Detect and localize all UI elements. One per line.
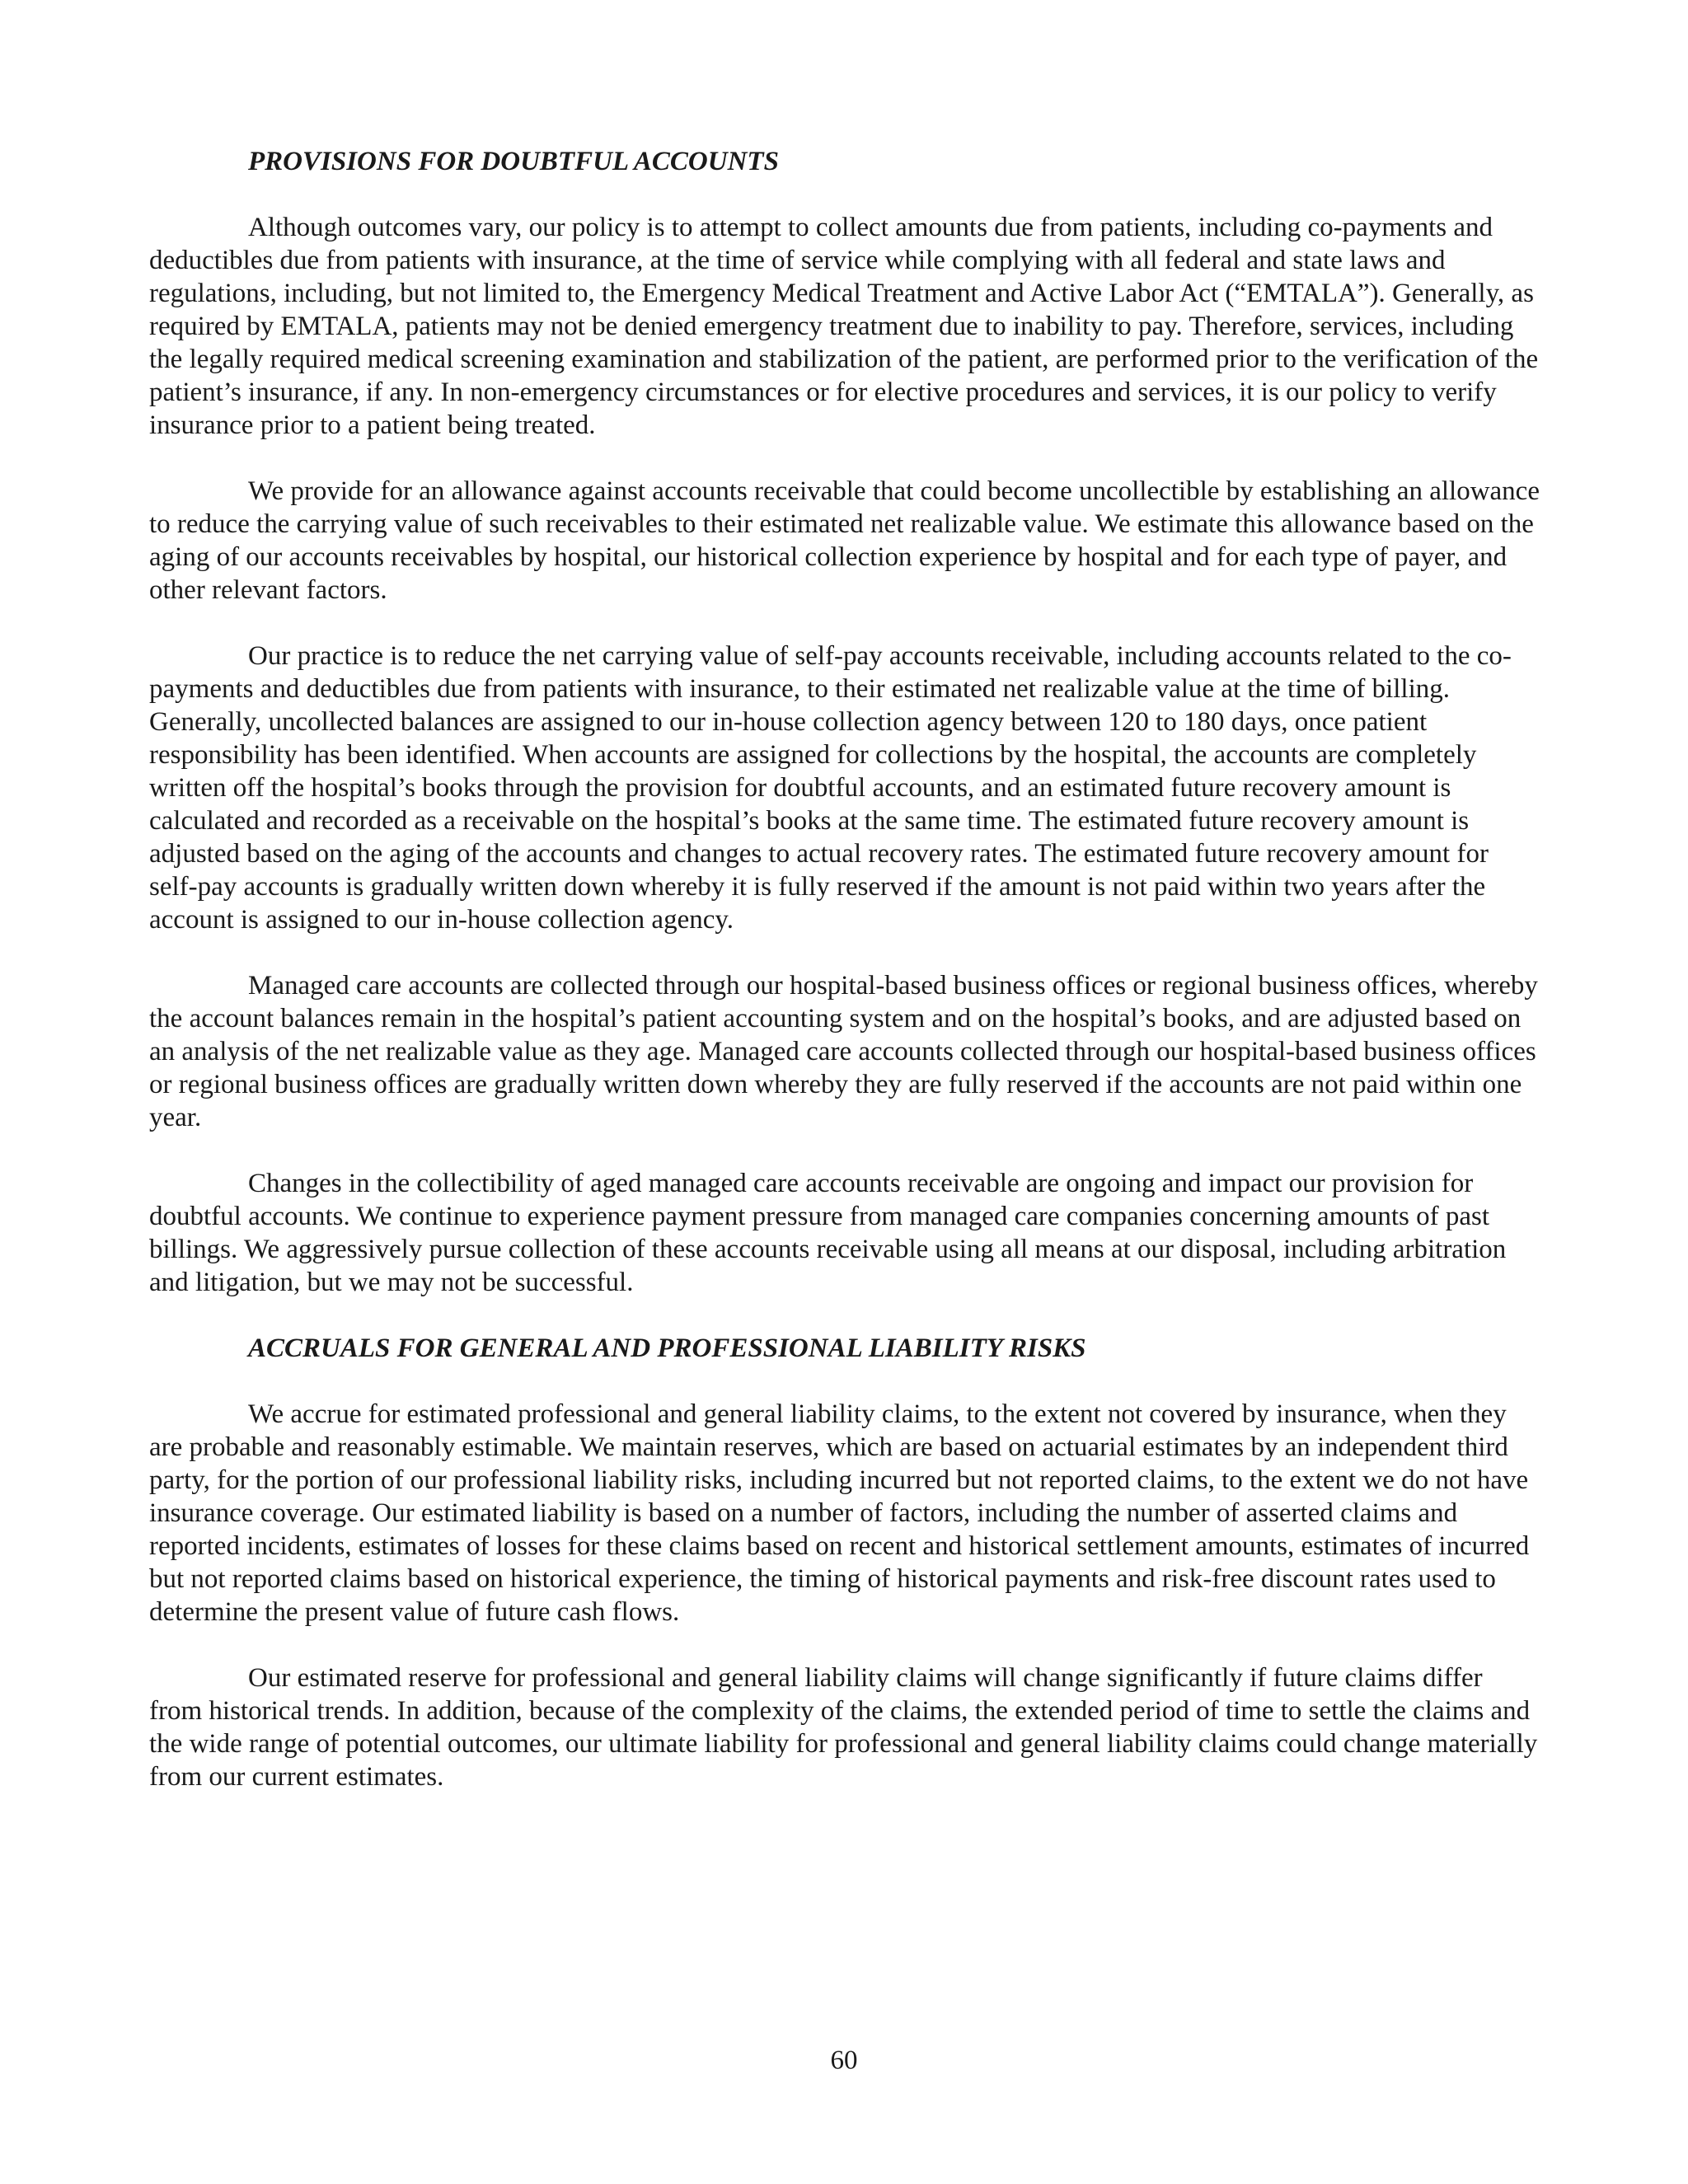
paragraph: We provide for an allowance against accounts receivable that could become uncollectible by establishing an allowance to reduce the carrying value of such receivables to their estimated net realizable value. We estimate this allowance based on the aging of our accounts receivables by hospital, our historical collection experience by hospital and for each type of payer, and other relevant factors. <box>149 476 1540 605</box>
section-heading: ACCRUALS FOR GENERAL AND PROFESSIONAL LIABILITY RISKS <box>248 1333 1086 1363</box>
paragraph: Changes in the collectibility of aged managed care accounts receivable are ongoing and impact our provision for doubtful accounts. We continue to experience payment pressure from managed care companies concerning amounts of past billings. We aggressively pursue collection of these accounts receivable using all means at our disposal, including arbitration and litigation, but we may not be successful. <box>149 1169 1507 1297</box>
paragraph: Our practice is to reduce the net carrying value of self-pay accounts receivable, including accounts related to the co-payments and deductibles due from patients with insurance, to their estimated net realizable value at the time of billing. Generally, uncollected balances are assigned to our in-house collection agency between 120 to 180 days, once patient responsibility has been identified. When accounts are assigned for collections by the hospital, the accounts are completely written off the hospital’s books through the provision for doubtful accounts, and an estimated future recovery amount is calculated and recorded as a receivable on the hospital’s books at the same time. The estimated future recovery amount is adjusted based on the aging of the accounts and changes to actual recovery rates. The estimated future recovery amount for self-pay accounts is gradually written down whereby it is fully reserved if the amount is not paid within two years after the account is assigned to our in-house collection agency. <box>149 641 1512 935</box>
document-page <box>149 145 1542 1826</box>
paragraph: Although outcomes vary, our policy is to attempt to collect amounts due from patients, including co-payments and deductibles due from patients with insurance, at the time of service while complying with all federal and state laws and regulations, including, but not limited to, the Emergency Medical Treatment and Active Labor Act (“EMTALA”). Generally, as required by EMTALA, patients may not be denied emergency treatment due to inability to pay. Therefore, services, including the legally required medical screening examination and stabilization of the patient, are performed prior to the verification of the patient’s insurance, if any. In non-emergency circumstances or for elective procedures and services, it is our policy to verify insurance prior to a patient being treated. <box>149 213 1539 440</box>
section-liability-risks <box>149 1332 1542 1793</box>
paragraph: Our estimated reserve for professional and general liability claims will change significantly if future claims differ from historical trends. In addition, because of the complexity of the claims, the extended period of time to settle the claims and the wide range of potential outcomes, our ultimate liability for professional and general liability claims could change materially from our current estimates. <box>149 1663 1538 1792</box>
paragraph: Managed care accounts are collected through our hospital-based business offices or regional business offices, whereby the account balances remain in the hospital’s patient accounting system and on the hospital’s books, and are adjusted based on an analysis of the net realizable value as they age. Managed care accounts collected through our hospital-based business offices or regional business offices are gradually written down whereby they are fully reserved if the accounts are not paid within one year. <box>149 971 1538 1132</box>
page-number: 60 <box>830 2046 858 2075</box>
section-doubtful-accounts <box>149 145 1542 1299</box>
paragraph: We accrue for estimated professional and general liability claims, to the extent not covered by insurance, when they are probable and reasonably estimable. We maintain reserves, which are based on actuarial estimates by an independent third party, for the portion of our professional liability risks, including incurred but not reported claims, to the extent we do not have insurance coverage. Our estimated liability is based on a number of factors, including the number of asserted claims and reported incidents, estimates of losses for these claims based on recent and historical settlement amounts, estimates of incurred but not reported claims based on historical experience, the timing of historical payments and risk-free discount rates used to determine the present value of future cash flows. <box>149 1399 1530 1627</box>
section-heading: PROVISIONS FOR DOUBTFUL ACCOUNTS <box>248 147 779 176</box>
